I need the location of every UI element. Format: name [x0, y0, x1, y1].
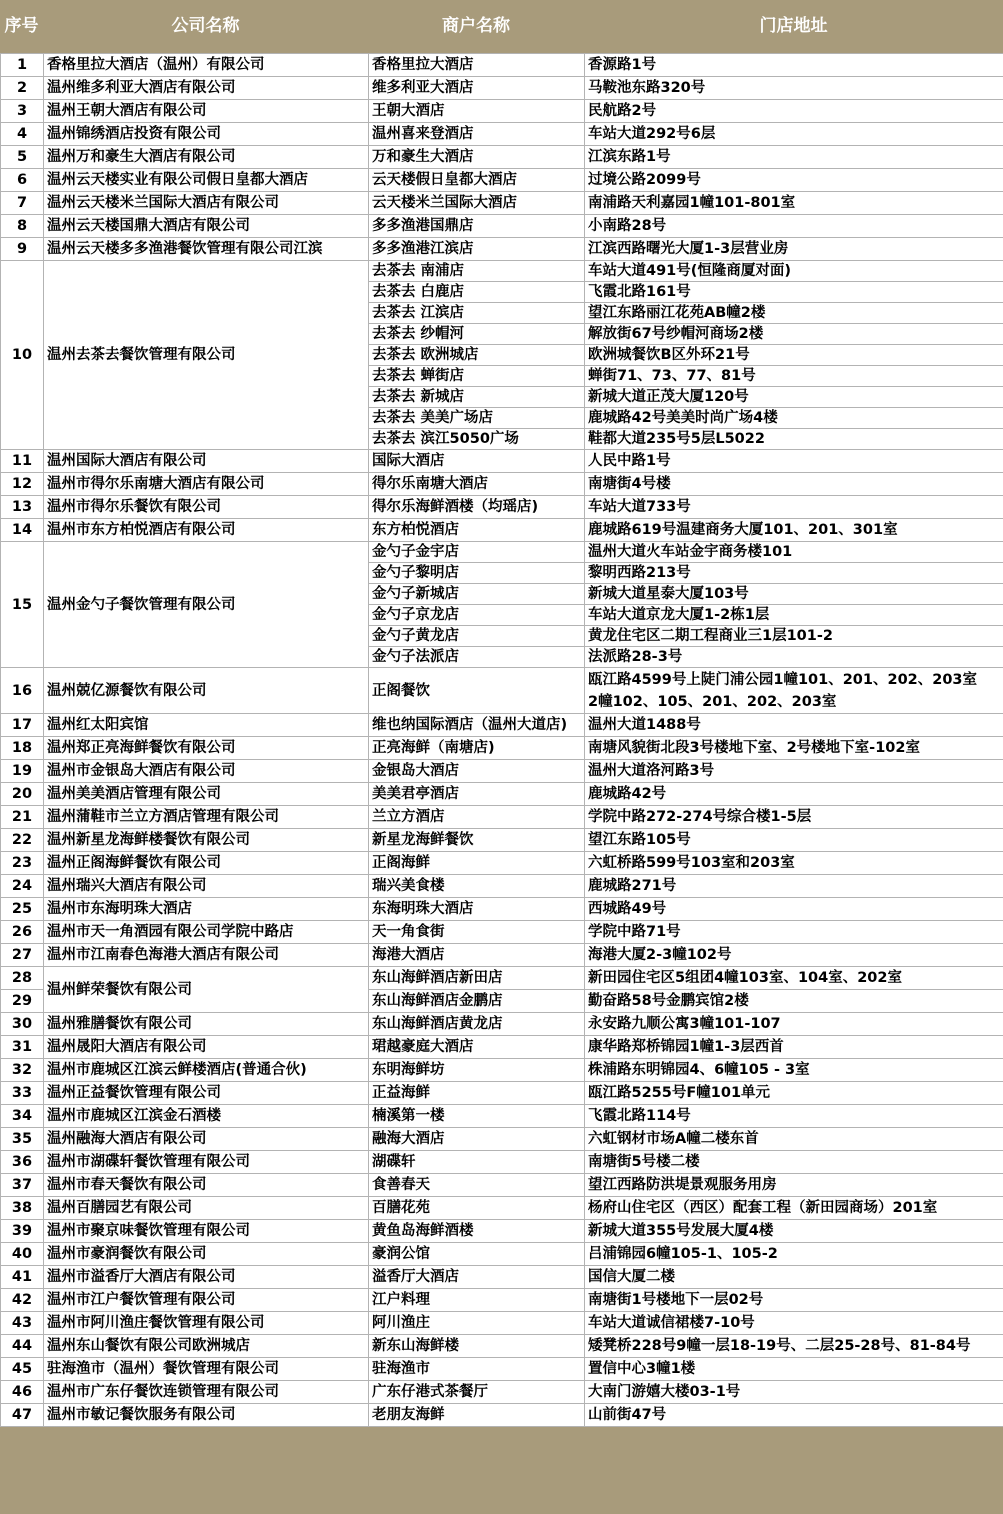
- store-address: 飞霞北路114号: [585, 1105, 1003, 1128]
- table-row: [1, 737, 1003, 760]
- merchant-name: 国际大酒店: [369, 450, 585, 473]
- store-address: 车站大道292号6层: [585, 123, 1003, 146]
- store-address: 南塘街1号楼地下一层02号: [585, 1289, 1003, 1312]
- merchant-name: 去茶去 欧洲城店: [369, 345, 585, 366]
- merchant-name: 金勺子法派店: [369, 647, 585, 668]
- store-address: 六虹钢材市场A幢二楼东首: [585, 1128, 1003, 1151]
- company-name: 温州兢亿源餐饮有限公司: [44, 668, 369, 714]
- company-name: 温州锦绣酒店投资有限公司: [44, 123, 369, 146]
- table-row: [1, 496, 1003, 519]
- store-address: 鹿城路42号美美时尚广场4楼: [585, 408, 1003, 429]
- store-address: 南塘风貌街北段3号楼地下室、2号楼地下室-102室: [585, 737, 1003, 760]
- store-address: 黎明西路213号: [585, 563, 1003, 584]
- row-number: 20: [1, 783, 44, 806]
- store-address: 六虹桥路599号103室和203室: [585, 852, 1003, 875]
- table-row: [1, 668, 1003, 714]
- merchant-name: 金银岛大酒店: [369, 760, 585, 783]
- company-name: 温州雅膳餐饮有限公司: [44, 1013, 369, 1036]
- company-name: 温州晟阳大酒店有限公司: [44, 1036, 369, 1059]
- table-row: [1, 1036, 1003, 1059]
- store-address: 车站大道京龙大厦1-2栋1层: [585, 605, 1003, 626]
- row-number: 12: [1, 473, 44, 496]
- merchant-name: 金勺子黎明店: [369, 563, 585, 584]
- row-number: 44: [1, 1335, 44, 1358]
- row-number: 23: [1, 852, 44, 875]
- table-row: [1, 1105, 1003, 1128]
- row-number: 16: [1, 668, 44, 714]
- table-row: [1, 1220, 1003, 1243]
- row-number: 29: [1, 990, 44, 1013]
- merchant-name: 黄鱼岛海鲜酒楼: [369, 1220, 585, 1243]
- merchant-name: 驻海渔市: [369, 1358, 585, 1381]
- merchant-name: 东明海鲜坊: [369, 1059, 585, 1082]
- merchant-name: 东山海鲜酒店金鹏店: [369, 990, 585, 1013]
- company-name: 温州市鹿城区江滨金石酒楼: [44, 1105, 369, 1128]
- table-row: [1, 967, 1003, 990]
- table-row: [1, 473, 1003, 496]
- merchant-name: 东山海鲜酒店黄龙店: [369, 1013, 585, 1036]
- merchant-name: 去茶去 纱帽河: [369, 324, 585, 345]
- table-row: [1, 54, 1003, 77]
- row-number: 38: [1, 1197, 44, 1220]
- row-number: 6: [1, 169, 44, 192]
- store-address: 瓯江路5255号F幢101单元: [585, 1082, 1003, 1105]
- merchant-table: [0, 53, 1003, 1427]
- row-number: 39: [1, 1220, 44, 1243]
- row-number: 47: [1, 1404, 44, 1427]
- row-number: 32: [1, 1059, 44, 1082]
- store-address: 车站大道491号(恒隆商厦对面): [585, 261, 1003, 282]
- company-name: 温州市天一角酒园有限公司学院中路店: [44, 921, 369, 944]
- store-address: 温州大道火车站金宇商务楼101: [585, 542, 1003, 563]
- company-name: 温州市广东仔餐饮连锁管理有限公司: [44, 1381, 369, 1404]
- merchant-name: 海港大酒店: [369, 944, 585, 967]
- merchant-name: 东方柏悦酒店: [369, 519, 585, 542]
- row-number: 10: [1, 261, 44, 450]
- company-name: 温州国际大酒店有限公司: [44, 450, 369, 473]
- table-row: [1, 1243, 1003, 1266]
- store-address: 鹿城路619号温建商务大厦101、201、301室: [585, 519, 1003, 542]
- store-address: 望江西路防洪堤景观服务用房: [585, 1174, 1003, 1197]
- company-name: 温州市东方柏悦酒店有限公司: [44, 519, 369, 542]
- row-number: 3: [1, 100, 44, 123]
- company-name: 温州正益餐饮管理有限公司: [44, 1082, 369, 1105]
- store-address: 小南路28号: [585, 215, 1003, 238]
- merchant-name: 天一角食街: [369, 921, 585, 944]
- merchant-name: 老朋友海鲜: [369, 1404, 585, 1427]
- table-row: [1, 238, 1003, 261]
- table-row: [1, 1082, 1003, 1105]
- merchant-name: 香格里拉大酒店: [369, 54, 585, 77]
- row-number: 9: [1, 238, 44, 261]
- row-number: 5: [1, 146, 44, 169]
- merchant-name: 去茶去 白鹿店: [369, 282, 585, 303]
- address-line: 瓯江路4599号上陡门浦公园1幢101、201、202、203室: [588, 671, 978, 688]
- merchant-name: 东海明珠大酒店: [369, 898, 585, 921]
- company-name: 温州市敏记餐饮服务有限公司: [44, 1404, 369, 1427]
- store-address: 鞋都大道235号5层L5022: [585, 429, 1003, 450]
- store-address: 香源路1号: [585, 54, 1003, 77]
- store-address: 勤奋路58号金鹏宾馆2楼: [585, 990, 1003, 1013]
- merchant-name: 得尔乐海鲜酒楼（均瑶店): [369, 496, 585, 519]
- store-address: 车站大道733号: [585, 496, 1003, 519]
- company-name: 温州蒲鞋市兰立方酒店管理有限公司: [44, 806, 369, 829]
- merchant-name: 金勺子新城店: [369, 584, 585, 605]
- table-row: [1, 1174, 1003, 1197]
- merchant-name: 温州喜来登酒店: [369, 123, 585, 146]
- merchant-name: 云天楼假日皇都大酒店: [369, 169, 585, 192]
- store-address: 西城路49号: [585, 898, 1003, 921]
- row-number: 19: [1, 760, 44, 783]
- company-name: 温州正阁海鲜餐饮有限公司: [44, 852, 369, 875]
- table-row: [1, 1289, 1003, 1312]
- store-address: 新城大道正茂大厦120号: [585, 387, 1003, 408]
- store-address: 蝉街71、73、77、81号: [585, 366, 1003, 387]
- merchant-name: 王朝大酒店: [369, 100, 585, 123]
- row-number: 4: [1, 123, 44, 146]
- merchant-name: 珺越豪庭大酒店: [369, 1036, 585, 1059]
- merchant-name: 去茶去 南浦店: [369, 261, 585, 282]
- company-name: 温州市聚京味餐饮管理有限公司: [44, 1220, 369, 1243]
- company-name: 温州市江南春色海港大酒店有限公司: [44, 944, 369, 967]
- company-name: 温州市溢香厅大酒店有限公司: [44, 1266, 369, 1289]
- company-name: 温州市江户餐饮管理有限公司: [44, 1289, 369, 1312]
- store-address: 民航路2号: [585, 100, 1003, 123]
- row-number: 21: [1, 806, 44, 829]
- store-address: 永安路九顺公寓3幢101-107: [585, 1013, 1003, 1036]
- store-address: 大南门游嬉大楼03-1号: [585, 1381, 1003, 1404]
- merchant-name: 豪润公馆: [369, 1243, 585, 1266]
- company-name: 温州美美酒店管理有限公司: [44, 783, 369, 806]
- merchant-name: 多多渔港国鼎店: [369, 215, 585, 238]
- merchant-name: 去茶去 滨江5050广场: [369, 429, 585, 450]
- table-row: [1, 1381, 1003, 1404]
- store-address: 望江东路105号: [585, 829, 1003, 852]
- row-number: 34: [1, 1105, 44, 1128]
- row-number: 13: [1, 496, 44, 519]
- merchant-name: 得尔乐南塘大酒店: [369, 473, 585, 496]
- company-name: 温州云天楼多多渔港餐饮管理有限公司江滨: [44, 238, 369, 261]
- merchant-name: 去茶去 蝉街店: [369, 366, 585, 387]
- table-row: [1, 77, 1003, 100]
- company-name: 温州金勺子餐饮管理有限公司: [44, 542, 369, 668]
- table-row: [1, 852, 1003, 875]
- store-address: 山前街47号: [585, 1404, 1003, 1427]
- company-name: 温州市春天餐饮有限公司: [44, 1174, 369, 1197]
- row-number: 14: [1, 519, 44, 542]
- merchant-name: 百膳花苑: [369, 1197, 585, 1220]
- table-row: [1, 100, 1003, 123]
- table-row: [1, 898, 1003, 921]
- merchant-name: 金勺子京龙店: [369, 605, 585, 626]
- store-address: 矮凳桥228号9幢一层18-19号、二层25-28号、81-84号: [585, 1335, 1003, 1358]
- store-address: 国信大厦二楼: [585, 1266, 1003, 1289]
- row-number: 46: [1, 1381, 44, 1404]
- merchant-name: 正益海鲜: [369, 1082, 585, 1105]
- merchant-name: 万和豪生大酒店: [369, 146, 585, 169]
- merchant-name: 广东仔港式茶餐厅: [369, 1381, 585, 1404]
- merchant-name: 金勺子黄龙店: [369, 626, 585, 647]
- company-name: 香格里拉大酒店（温州）有限公司: [44, 54, 369, 77]
- store-address: 吕浦锦园6幢105-1、105-2: [585, 1243, 1003, 1266]
- store-address: 江滨西路曙光大厦1-3层营业房: [585, 238, 1003, 261]
- company-name: 温州瑞兴大酒店有限公司: [44, 875, 369, 898]
- company-name: 温州去茶去餐饮管理有限公司: [44, 261, 369, 450]
- table-row: [1, 1128, 1003, 1151]
- row-number: 31: [1, 1036, 44, 1059]
- row-number: 17: [1, 714, 44, 737]
- row-number: 22: [1, 829, 44, 852]
- company-name: 温州东山餐饮有限公司欧洲城店: [44, 1335, 369, 1358]
- store-address: 望江东路丽江花苑AB幢2楼: [585, 303, 1003, 324]
- table-row: [1, 519, 1003, 542]
- header-company: 公司名称: [171, 16, 240, 36]
- company-name: 温州市阿川渔庄餐饮管理有限公司: [44, 1312, 369, 1335]
- table-footer-bar: [0, 1493, 1003, 1514]
- company-name: 温州新星龙海鲜楼餐饮有限公司: [44, 829, 369, 852]
- table-row: [1, 450, 1003, 473]
- row-number: 8: [1, 215, 44, 238]
- company-name: 温州云天楼实业有限公司假日皇都大酒店: [44, 169, 369, 192]
- table-row: [1, 1312, 1003, 1335]
- table-row: [1, 146, 1003, 169]
- store-address: 学院中路71号: [585, 921, 1003, 944]
- table-header: [0, 0, 1003, 53]
- store-address: 温州大道1488号: [585, 714, 1003, 737]
- table-row: [1, 783, 1003, 806]
- table-row: [1, 261, 1003, 282]
- store-address: 南塘街4号楼: [585, 473, 1003, 496]
- table-row: [1, 542, 1003, 563]
- row-number: 37: [1, 1174, 44, 1197]
- store-address: 马鞍池东路320号: [585, 77, 1003, 100]
- header-address: 门店地址: [759, 16, 828, 36]
- store-address: 过境公路2099号: [585, 169, 1003, 192]
- table-row: [1, 123, 1003, 146]
- store-address: 飞霞北路161号: [585, 282, 1003, 303]
- table-row: [1, 875, 1003, 898]
- store-address: 人民中路1号: [585, 450, 1003, 473]
- store-address: [585, 668, 1003, 714]
- merchant-name: 湖碟轩: [369, 1151, 585, 1174]
- company-name: 温州万和豪生大酒店有限公司: [44, 146, 369, 169]
- store-address: 置信中心3幢1楼: [585, 1358, 1003, 1381]
- company-name: 温州云天楼国鼎大酒店有限公司: [44, 215, 369, 238]
- merchant-name: 维也纳国际酒店（温州大道店): [369, 714, 585, 737]
- company-name: 温州市东海明珠大酒店: [44, 898, 369, 921]
- store-address: 南塘街5号楼二楼: [585, 1151, 1003, 1174]
- table-row: [1, 1266, 1003, 1289]
- row-number: 33: [1, 1082, 44, 1105]
- merchant-name: 融海大酒店: [369, 1128, 585, 1151]
- merchant-name: 金勺子金宇店: [369, 542, 585, 563]
- company-name: 温州市得尔乐南塘大酒店有限公司: [44, 473, 369, 496]
- row-number: 15: [1, 542, 44, 668]
- table-row: [1, 760, 1003, 783]
- table-row: [1, 829, 1003, 852]
- header-no: 序号: [4, 16, 39, 36]
- merchant-name: 去茶去 新城店: [369, 387, 585, 408]
- row-number: 42: [1, 1289, 44, 1312]
- table-row: [1, 169, 1003, 192]
- row-number: 11: [1, 450, 44, 473]
- row-number: 26: [1, 921, 44, 944]
- store-address: 南浦路天利嘉园1幢101-801室: [585, 192, 1003, 215]
- store-address: 新城大道星泰大厦103号: [585, 584, 1003, 605]
- table-row: [1, 1358, 1003, 1381]
- merchant-name: 正阁海鲜: [369, 852, 585, 875]
- table-row: [1, 1013, 1003, 1036]
- address-line: 2幢102、105、201、202、203室: [588, 693, 837, 710]
- store-address: 株浦路东明锦园4、6幢105 - 3室: [585, 1059, 1003, 1082]
- company-name: 温州市湖碟轩餐饮管理有限公司: [44, 1151, 369, 1174]
- row-number: 24: [1, 875, 44, 898]
- row-number: 36: [1, 1151, 44, 1174]
- row-number: 18: [1, 737, 44, 760]
- store-address: 康华路郑桥锦园1幢1-3层西首: [585, 1036, 1003, 1059]
- merchant-name: 东山海鲜酒店新田店: [369, 967, 585, 990]
- table-row: [1, 921, 1003, 944]
- store-address: 欧洲城餐饮B区外环21号: [585, 345, 1003, 366]
- store-address: 江滨东路1号: [585, 146, 1003, 169]
- row-number: 40: [1, 1243, 44, 1266]
- table-row: [1, 215, 1003, 238]
- header-merchant: 商户名称: [442, 16, 510, 36]
- row-number: 1: [1, 54, 44, 77]
- company-name: 温州云天楼米兰国际大酒店有限公司: [44, 192, 369, 215]
- merchant-name: 阿川渔庄: [369, 1312, 585, 1335]
- company-name: 温州百膳园艺有限公司: [44, 1197, 369, 1220]
- merchant-name: 云天楼米兰国际大酒店: [369, 192, 585, 215]
- merchant-name: 楠溪第一楼: [369, 1105, 585, 1128]
- company-name: 温州维多利亚大酒店有限公司: [44, 77, 369, 100]
- merchant-name: 美美君亭酒店: [369, 783, 585, 806]
- row-number: 27: [1, 944, 44, 967]
- row-number: 25: [1, 898, 44, 921]
- merchant-name: 多多渔港江滨店: [369, 238, 585, 261]
- company-name: 温州王朝大酒店有限公司: [44, 100, 369, 123]
- table-row: [1, 1404, 1003, 1427]
- store-address: 杨府山住宅区（西区）配套工程（新田园商场）201室: [585, 1197, 1003, 1220]
- row-number: 43: [1, 1312, 44, 1335]
- merchant-name: 正亮海鲜（南塘店): [369, 737, 585, 760]
- merchant-name: 去茶去 美美广场店: [369, 408, 585, 429]
- row-number: 28: [1, 967, 44, 990]
- merchant-name: 新星龙海鲜餐饮: [369, 829, 585, 852]
- merchant-name: 正阁餐饮: [369, 668, 585, 714]
- company-name: 温州鲜荣餐饮有限公司: [44, 967, 369, 1013]
- table-row: [1, 944, 1003, 967]
- store-address: 法派路28-3号: [585, 647, 1003, 668]
- merchant-name: 食善春天: [369, 1174, 585, 1197]
- merchant-name: 江户料理: [369, 1289, 585, 1312]
- company-name: 温州市豪润餐饮有限公司: [44, 1243, 369, 1266]
- row-number: 7: [1, 192, 44, 215]
- company-name: 温州市得尔乐餐饮有限公司: [44, 496, 369, 519]
- company-name: 温州融海大酒店有限公司: [44, 1128, 369, 1151]
- store-address: 解放街67号纱帽河商场2楼: [585, 324, 1003, 345]
- store-address: 鹿城路42号: [585, 783, 1003, 806]
- table-row: [1, 806, 1003, 829]
- company-name: 温州市金银岛大酒店有限公司: [44, 760, 369, 783]
- store-address: 黄龙住宅区二期工程商业三1层101-2: [585, 626, 1003, 647]
- table-row: [1, 1059, 1003, 1082]
- merchant-name: 维多利亚大酒店: [369, 77, 585, 100]
- store-address: 温州大道洛河路3号: [585, 760, 1003, 783]
- row-number: 45: [1, 1358, 44, 1381]
- company-name: 温州红太阳宾馆: [44, 714, 369, 737]
- row-number: 41: [1, 1266, 44, 1289]
- company-name: 温州市鹿城区江滨云鲜楼酒店(普通合伙): [44, 1059, 369, 1082]
- row-number: 30: [1, 1013, 44, 1036]
- table-row: [1, 714, 1003, 737]
- table-row: [1, 1151, 1003, 1174]
- store-address: 车站大道诚信裙楼7-10号: [585, 1312, 1003, 1335]
- merchant-name: 新东山海鲜楼: [369, 1335, 585, 1358]
- store-address: 新城大道355号发展大厦4楼: [585, 1220, 1003, 1243]
- store-address: 学院中路272-274号综合楼1-5层: [585, 806, 1003, 829]
- store-address: 新田园住宅区5组团4幢103室、104室、202室: [585, 967, 1003, 990]
- merchant-name: 瑞兴美食楼: [369, 875, 585, 898]
- table-row: [1, 1197, 1003, 1220]
- row-number: 2: [1, 77, 44, 100]
- table-row: [1, 1335, 1003, 1358]
- store-address: 鹿城路271号: [585, 875, 1003, 898]
- table-row: [1, 192, 1003, 215]
- store-address: 海港大厦2-3幢102号: [585, 944, 1003, 967]
- merchant-name: 兰立方酒店: [369, 806, 585, 829]
- company-name: 温州郑正亮海鲜餐饮有限公司: [44, 737, 369, 760]
- company-name: 驻海渔市（温州）餐饮管理有限公司: [44, 1358, 369, 1381]
- merchant-name: 溢香厅大酒店: [369, 1266, 585, 1289]
- row-number: 35: [1, 1128, 44, 1151]
- merchant-name: 去茶去 江滨店: [369, 303, 585, 324]
